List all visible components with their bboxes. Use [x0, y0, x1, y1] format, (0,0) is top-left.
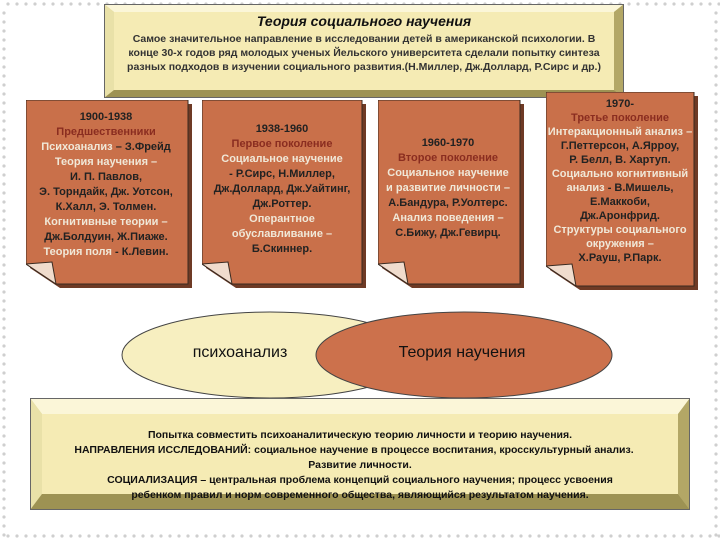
footer-line: ребенком правил и норм современного общества, являющийся результатом научения.: [131, 489, 589, 501]
card-line-term: Теория поля: [43, 246, 112, 258]
card-line: Анализ поведения –: [392, 212, 504, 224]
card-line: Оперантное: [249, 213, 315, 225]
card-line: Социально когнитивный: [551, 168, 689, 180]
card-text: [372, 136, 524, 241]
card-line: - Р.Сирс, Н.Миллер,: [229, 168, 335, 180]
card-line-term: Психоанализ: [41, 141, 113, 153]
card-line: Структуры социального: [553, 224, 687, 236]
page-title: Теория социального научения: [256, 13, 472, 29]
card-line: Первое поколение: [231, 138, 333, 150]
card-line: Э. Торндайк, Дж. Уотсон,: [39, 186, 173, 198]
card-text: [22, 110, 190, 260]
footer-line: Попытка совместить психоаналитическую теорию личности и теорию научения.: [147, 429, 573, 441]
card-line: Дж.Болдуин, Ж.Пиаже.: [44, 231, 168, 243]
card-line: 1960-1970: [421, 137, 475, 149]
card-line: окружения –: [586, 238, 654, 250]
card-line-names: – З.Фрейд: [112, 141, 171, 153]
card-line: Дж.Доллард, Дж.Уайтинг,: [213, 183, 351, 195]
footer-line: Развитие личности.: [308, 459, 412, 471]
card-line: [22, 245, 190, 260]
card-predecessors: [26, 100, 194, 290]
ellipse-label-learning-theory: Теория научения: [398, 344, 526, 361]
card-line: 1970-: [605, 98, 635, 110]
card-line: А.Бандура, Р.Уолтерс.: [388, 197, 508, 209]
card-line: И. П. Павлов,: [69, 171, 143, 183]
card-line: Б.Скиннер.: [251, 243, 313, 255]
card-line: Г.Петтерсон, А.Ярроу,: [560, 140, 680, 152]
card-line: Социальное научение: [221, 153, 343, 165]
card-line: К.Халл, Э. Толмен.: [55, 201, 157, 213]
ellipse-learning-theory: [314, 310, 614, 400]
card-line: Предшественники: [56, 126, 156, 138]
card-line: Х.Рауш, Р.Парк.: [578, 252, 662, 264]
card-line: обуславливание –: [231, 228, 333, 240]
card-second-generation: [378, 100, 526, 290]
card-line: Когнитивные теории –: [44, 216, 168, 228]
card-line: [538, 181, 702, 195]
card-line: Дж.Роттер.: [252, 198, 312, 210]
card-line: [22, 140, 190, 155]
card-line: Социальное научение: [387, 167, 509, 179]
card-text: [538, 97, 702, 265]
card-line-names: - В.Мишель,: [604, 182, 674, 194]
footer-line: СОЦИАЛИЗАЦИЯ – центральная проблема концепций социального научения; процесс усвоения: [107, 474, 613, 486]
ellipse-label-psychoanalysis: психоанализ: [192, 344, 288, 361]
header-panel: [104, 4, 624, 98]
header-description: Самое значительное направление в исследовании детей в американской психологии. В конце 30-х годов ряд молодых ученых Йельского университета сделали попытку синтеза разных подходов в изучении социального развития.(Н.Миллер, Дж.Доллард, Р.Сирс и др.): [127, 33, 601, 73]
card-line: Р. Белл, В. Хартуп.: [569, 154, 671, 166]
card-line: Дж.Аронфрид.: [580, 210, 660, 222]
card-line: 1938-1960: [255, 123, 309, 135]
footer-text: [30, 428, 690, 503]
card-line: Теория научения –: [54, 156, 158, 168]
card-line: Интеракционный анализ –: [547, 126, 693, 138]
card-line-term: анализ: [566, 182, 605, 194]
card-line: Второе поколение: [397, 152, 499, 164]
card-text: [202, 122, 362, 257]
card-line: Третье поколение: [571, 112, 669, 124]
card-line: и развитие личности –: [386, 182, 510, 194]
card-first-generation: [202, 100, 368, 290]
footer-line: НАПРАВЛЕНИЯ ИССЛЕДОВАНИЙ: социальное научение в процессе воспитания, кросскультурный анализ.: [74, 444, 634, 456]
footer-panel: [30, 398, 690, 510]
card-line-names: - К.Левин.: [111, 246, 169, 258]
card-line: С.Бижу, Дж.Гевирц.: [395, 227, 501, 239]
card-third-generation: [546, 92, 700, 292]
card-line: 1900-1938: [79, 111, 133, 123]
card-line: Е.Маккоби,: [589, 196, 650, 208]
